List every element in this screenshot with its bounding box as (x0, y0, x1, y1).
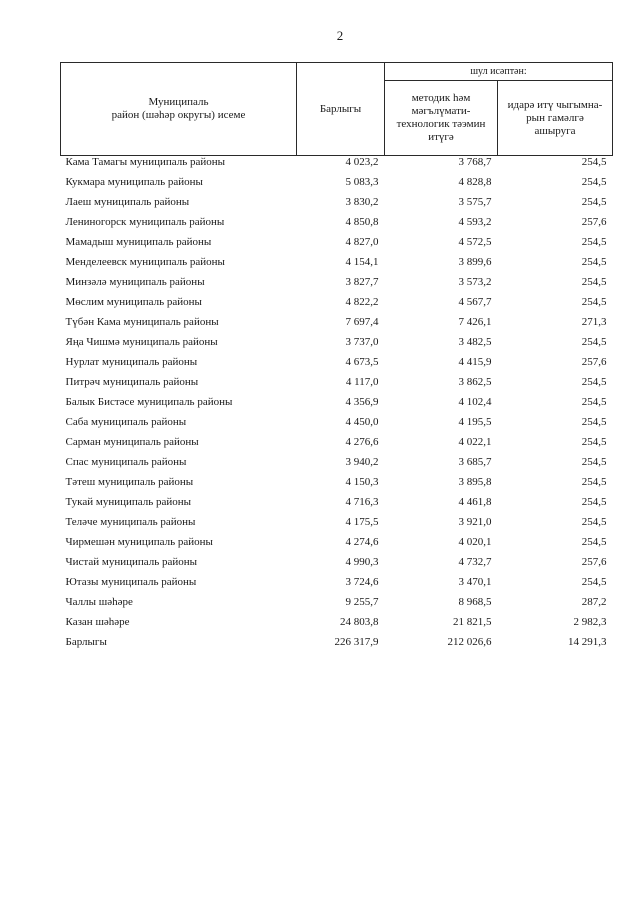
district-name: Балык Бистәсе муниципаль районы (65, 396, 233, 408)
total-value: 4 356,9 (345, 396, 379, 408)
header-admin-line: идарә итү чыгымна- (507, 98, 603, 111)
header-including: шул исәптән: (385, 63, 613, 81)
admin-value: 254,5 (581, 256, 607, 268)
total-value: 4 117,0 (345, 376, 379, 388)
header-district-name (61, 63, 297, 156)
district-name: Теләче муниципаль районы (65, 516, 196, 528)
table-row (61, 276, 613, 296)
table-row (61, 436, 613, 456)
district-name: Тәтеш муниципаль районы (65, 476, 194, 488)
district-name: Түбән Кама муниципаль районы (65, 316, 219, 328)
admin-value: 2 982,3 (573, 616, 607, 628)
table-row (61, 176, 613, 196)
admin-value: 254,5 (581, 376, 607, 388)
table-row (61, 416, 613, 436)
district-name: Нурлат муниципаль районы (65, 356, 198, 368)
district-name: Яңа Чишмә муниципаль районы (65, 336, 218, 348)
admin-value: 254,5 (581, 196, 607, 208)
admin-value: 254,5 (581, 416, 607, 428)
header-admin-line: ашыруга (534, 124, 576, 137)
admin-value: 254,5 (581, 476, 607, 488)
admin-value: 271,3 (581, 316, 607, 328)
table-row (61, 576, 613, 596)
table-row (61, 236, 613, 256)
header-row (61, 63, 613, 81)
admin-value: 254,5 (581, 516, 607, 528)
methodical-value: 3 921,0 (458, 516, 492, 528)
total-value: 4 673,5 (345, 356, 379, 368)
admin-value: 254,5 (581, 396, 607, 408)
total-value: 4 822,2 (345, 296, 379, 308)
total-value: 9 255,7 (345, 596, 379, 608)
header-methodical-line: мәгълүмати- (411, 105, 471, 117)
methodical-value: 4 102,4 (458, 396, 492, 408)
district-name: Спас муниципаль районы (65, 456, 187, 468)
table-row (61, 596, 613, 616)
methodical-value: 4 022,1 (458, 436, 492, 448)
district-name: Мөслим муниципаль районы (65, 296, 202, 308)
grand-total-methodical: 212 026,6 (447, 636, 492, 648)
admin-value: 257,6 (581, 556, 607, 568)
methodical-value: 4 415,9 (458, 356, 492, 368)
district-name: Менделеевск муниципаль районы (65, 256, 225, 268)
table-row (61, 216, 613, 236)
admin-value: 254,5 (581, 536, 607, 548)
admin-value: 254,5 (581, 456, 607, 468)
district-name: Лаеш муниципаль районы (65, 196, 190, 208)
district-name: Лениногорск муниципаль районы (65, 216, 225, 228)
header-admin (498, 81, 613, 156)
table-row (61, 476, 613, 496)
budget-table (60, 62, 613, 656)
admin-value: 254,5 (581, 156, 607, 168)
header-district-name-line: район (шәһәр округы) исеме (111, 109, 246, 121)
total-value: 4 274,6 (345, 536, 379, 548)
methodical-value: 4 020,1 (458, 536, 492, 548)
total-value: 3 827,7 (345, 276, 379, 288)
district-name: Питрәч муниципаль районы (65, 376, 199, 388)
header-methodical-line: итүгә (428, 131, 454, 143)
methodical-value: 3 470,1 (458, 576, 492, 588)
table-row (61, 256, 613, 276)
admin-value: 254,5 (581, 176, 607, 188)
district-name: Минзәлә муниципаль районы (65, 276, 205, 288)
total-value: 4 716,3 (345, 496, 379, 508)
table-row (61, 336, 613, 356)
methodical-value: 3 895,8 (458, 476, 492, 488)
methodical-value: 3 482,5 (458, 336, 492, 348)
admin-value: 254,5 (581, 576, 607, 588)
total-value: 3 724,6 (345, 576, 379, 588)
total-value: 4 450,0 (345, 416, 379, 428)
total-value: 4 175,5 (345, 516, 379, 528)
methodical-value: 4 593,2 (458, 216, 492, 228)
total-value: 4 276,6 (345, 436, 379, 448)
city-name: Казан шәһәре (65, 616, 130, 628)
methodical-value: 7 426,1 (458, 316, 492, 328)
admin-value: 254,5 (581, 236, 607, 248)
table-row (61, 296, 613, 316)
admin-value: 287,2 (581, 596, 607, 608)
table-row (61, 556, 613, 576)
district-name: Ютазы муниципаль районы (65, 576, 197, 588)
district-name: Чистай муниципаль районы (65, 556, 198, 568)
methodical-value: 3 573,2 (458, 276, 492, 288)
methodical-value: 3 862,5 (458, 376, 492, 388)
methodical-value: 21 821,5 (453, 616, 492, 628)
header-district-name-line: Муниципаль (148, 96, 209, 108)
district-name: Сарман муниципаль районы (65, 436, 199, 448)
grand-total-admin: 14 291,3 (568, 636, 607, 648)
table-row (61, 516, 613, 536)
table-row (61, 396, 613, 416)
total-value: 5 083,3 (345, 176, 379, 188)
table-row (61, 616, 613, 636)
table-row (61, 376, 613, 396)
table-row (61, 356, 613, 376)
district-name: Кукмара муниципаль районы (65, 176, 203, 188)
total-value: 24 803,8 (340, 616, 379, 628)
methodical-value: 4 195,5 (458, 416, 492, 428)
methodical-value: 4 572,5 (458, 236, 492, 248)
table-row (61, 316, 613, 336)
district-name: Саба муниципаль районы (65, 416, 187, 428)
methodical-value: 3 685,7 (458, 456, 492, 468)
grand-total-label: Барлыгы (65, 636, 107, 648)
methodical-value: 3 768,7 (458, 156, 492, 168)
header-methodical-line: технологик тәэмин (396, 118, 486, 130)
admin-value: 254,5 (581, 436, 607, 448)
total-value: 4 150,3 (345, 476, 379, 488)
district-name: Кама Тамагы муниципаль районы (65, 156, 226, 168)
table-row (61, 536, 613, 556)
district-name: Чирмешән муниципаль районы (65, 536, 213, 548)
table-row (61, 196, 613, 216)
table-row (61, 156, 613, 177)
table-row (61, 456, 613, 476)
city-name: Чаллы шәһәре (65, 596, 133, 608)
total-value: 4 990,3 (345, 556, 379, 568)
methodical-value: 4 461,8 (458, 496, 492, 508)
total-value: 4 827,0 (345, 236, 379, 248)
header-methodical-line: методик һәм (411, 92, 471, 104)
methodical-value: 4 828,8 (458, 176, 492, 188)
grand-total-row (61, 636, 613, 656)
header-admin-line: рын гамәлгә (526, 111, 584, 124)
admin-value: 254,5 (581, 336, 607, 348)
methodical-value: 3 899,6 (458, 256, 492, 268)
admin-value: 257,6 (581, 216, 607, 228)
grand-total-value: 226 317,9 (334, 636, 379, 648)
total-value: 4 023,2 (345, 156, 379, 168)
admin-value: 257,6 (581, 356, 607, 368)
total-value: 7 697,4 (345, 316, 379, 328)
table-row (61, 496, 613, 516)
methodical-value: 3 575,7 (458, 196, 492, 208)
total-value: 4 154,1 (345, 256, 379, 268)
district-name: Тукай муниципаль районы (65, 496, 192, 508)
header-total: Барлыгы (297, 63, 385, 156)
total-value: 3 737,0 (345, 336, 379, 348)
district-name: Мамадыш муниципаль районы (65, 236, 212, 248)
header-methodical (385, 81, 498, 156)
methodical-value: 8 968,5 (458, 596, 492, 608)
admin-value: 254,5 (581, 496, 607, 508)
admin-value: 254,5 (581, 296, 607, 308)
methodical-value: 4 567,7 (458, 296, 492, 308)
total-value: 3 940,2 (345, 456, 379, 468)
total-value: 4 850,8 (345, 216, 379, 228)
methodical-value: 4 732,7 (458, 556, 492, 568)
page-number: 2 (336, 28, 344, 43)
total-value: 3 830,2 (345, 196, 379, 208)
admin-value: 254,5 (581, 276, 607, 288)
